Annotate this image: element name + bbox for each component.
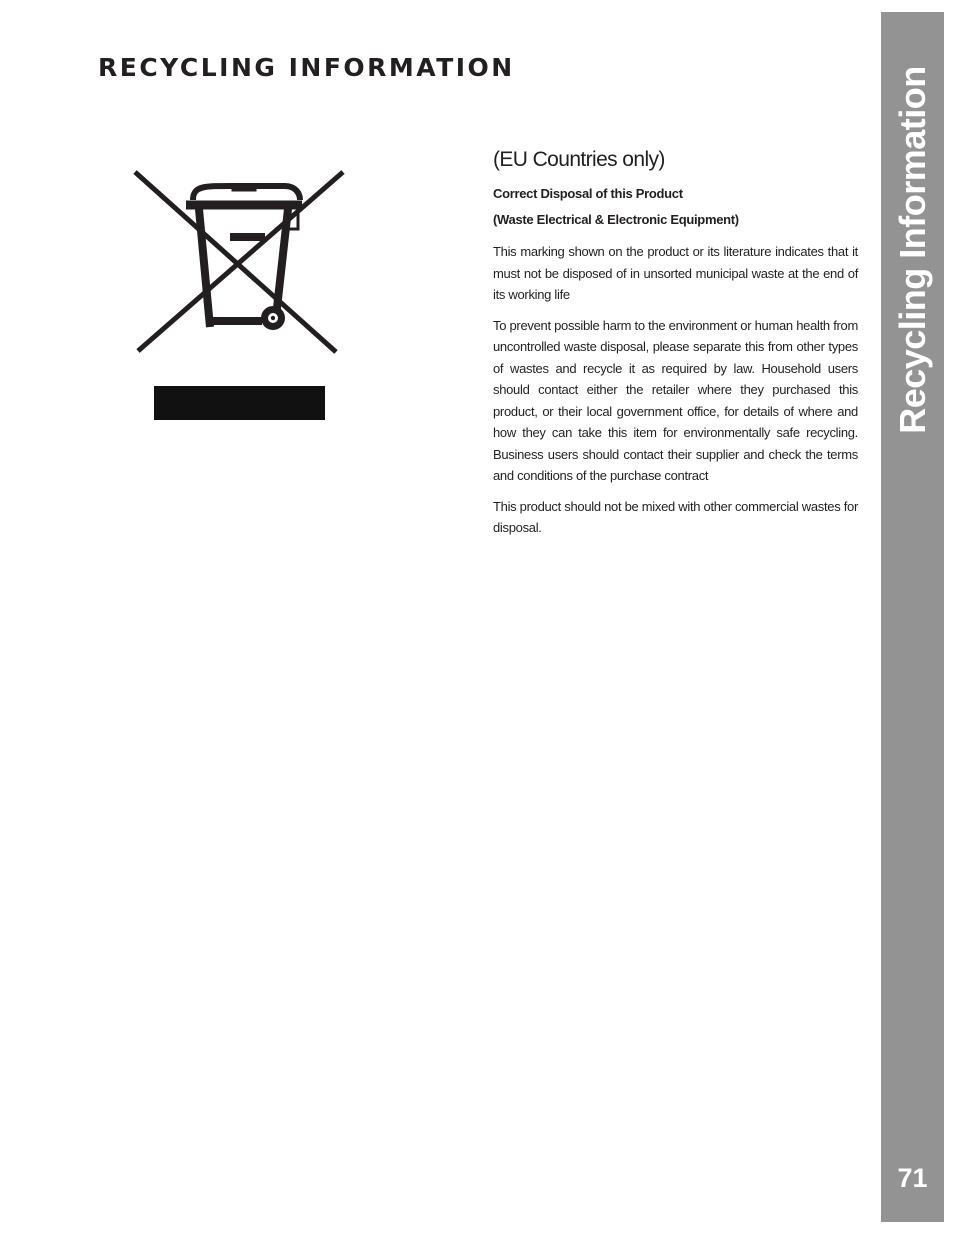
side-tab <box>881 12 944 1222</box>
page-heading: RECYCLING INFORMATION <box>98 53 515 82</box>
crossed-out-wheelie-bin-icon <box>130 165 350 360</box>
side-tab-label: Recycling Information <box>891 66 933 434</box>
paragraph-prevent-harm: To prevent possible harm to the environment or human health from uncontrolled waste disposal, please separate this from other types of wastes and recycle it as required by law. Household users should contact either the retailer where they purchased this product, or their local government office, for details of where and how they can take this item for environmentally safe recycling. Business users should contact their supplier and check the terms and conditions of the purchase contract <box>493 317 858 483</box>
weee-black-bar <box>154 386 325 420</box>
recycling-content <box>493 143 858 548</box>
page-number: 71 <box>897 1163 928 1193</box>
paragraph-commercial-wastes: This product should not be mixed with other commercial wastes for disposal. <box>493 498 858 535</box>
paragraph-marking: This marking shown on the product or its literature indicates that it must not be disposed of in unsorted municipal waste at the end of its working life <box>493 244 858 302</box>
subhead-weee: (Waste Electrical & Electronic Equipment) <box>493 212 739 227</box>
subhead-correct-disposal: Correct Disposal of this Product <box>493 186 683 201</box>
section-title: (EU Countries only) <box>493 148 665 171</box>
